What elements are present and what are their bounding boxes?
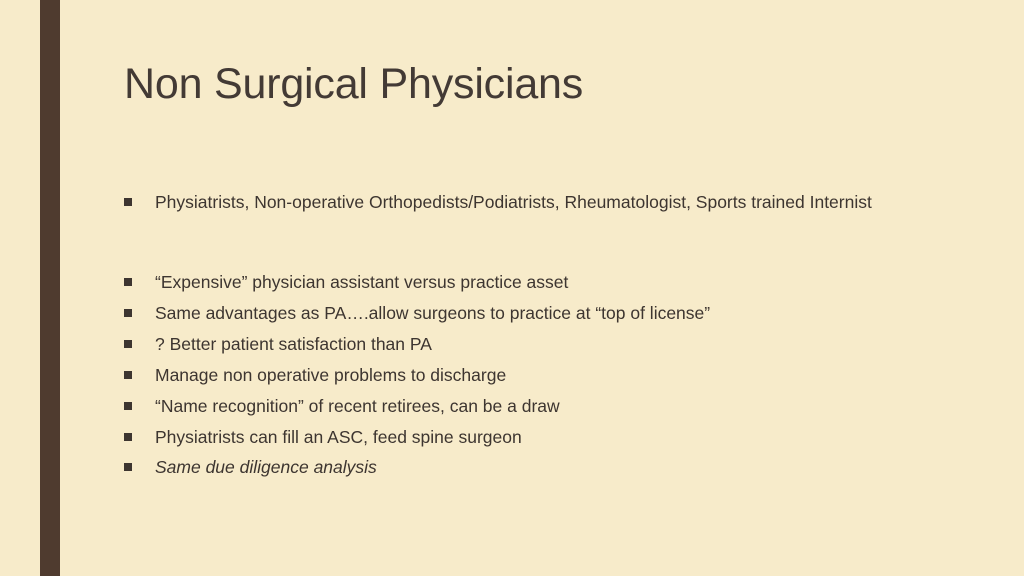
bullet-text: Same due diligence analysis: [155, 457, 377, 477]
slide-title: Non Surgical Physicians: [124, 60, 584, 108]
square-bullet-icon: [124, 371, 132, 379]
bullet-item: [124, 397, 904, 416]
accent-bar: [40, 0, 60, 576]
bullet-text: Manage non operative problems to discharge: [155, 365, 507, 385]
square-bullet-icon: [124, 340, 132, 348]
bullet-item: [124, 304, 904, 323]
bullet-item: [124, 366, 904, 385]
square-bullet-icon: [124, 278, 132, 286]
bullet-text: Same advantages as PA….allow surgeons to practice at “top of license”: [155, 303, 711, 323]
square-bullet-icon: [124, 463, 132, 471]
square-bullet-icon: [124, 402, 132, 410]
bullet-item: [124, 335, 904, 354]
bullet-item: [124, 193, 904, 212]
bullet-text: “Expensive” physician assistant versus practice asset: [155, 272, 569, 292]
bullet-text: Physiatrists can fill an ASC, feed spine surgeon: [155, 427, 522, 447]
bullet-text: ? Better patient satisfaction than PA: [155, 334, 432, 354]
square-bullet-icon: [124, 433, 132, 441]
square-bullet-icon: [124, 198, 132, 206]
square-bullet-icon: [124, 309, 132, 317]
bullet-item: [124, 458, 904, 477]
bullet-item: [124, 428, 904, 447]
bullet-text: Physiatrists, Non-operative Orthopedists/Podiatrists, Rheumatologist, Sports trained Internist: [155, 192, 872, 212]
bullet-text: “Name recognition” of recent retirees, can be a draw: [155, 396, 560, 416]
bullet-item: [124, 273, 904, 292]
